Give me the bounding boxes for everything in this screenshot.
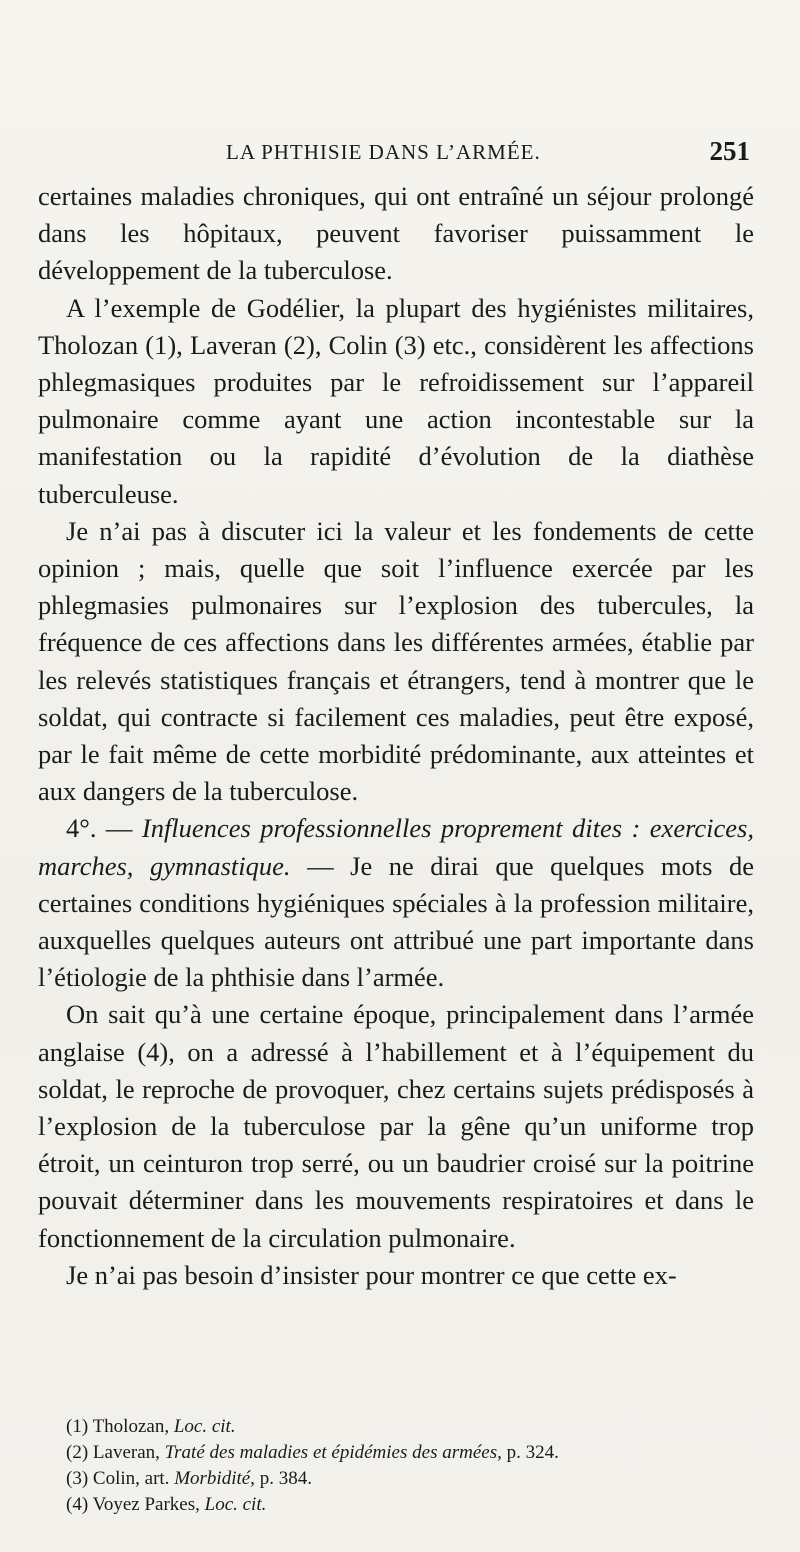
footnote-author: Laveran, xyxy=(92,1442,160,1463)
footnote-ref: Traté des maladies et épidémies des armées, xyxy=(164,1442,502,1463)
footnote-mark: (3) xyxy=(66,1468,89,1489)
footnote-4 xyxy=(66,1492,754,1518)
footnote-1 xyxy=(66,1414,754,1440)
footnote-author: Colin, art. xyxy=(92,1468,170,1489)
paragraph-uniform: On sait qu’à une certaine époque, principalement dans l’armée anglaise (4), on a adressé à l’habillement et à l’équipement du soldat, le reproche de provoquer, chez certains sujets prédisposés à l’explosion de la tuberculose par la gêne qu’un uniforme trop étroit, un ceinturon trop serré, ou un baudrier croisé sur la poitrine pouvait déterminer dans les mouvements respiratoires et dans le fonctionnement de la circulation pulmonaire. xyxy=(38,999,754,1253)
footnote-3 xyxy=(66,1466,754,1492)
paragraph-continuation: certaines maladies chroniques, qui ont entraîné un séjour prolongé dans les hôpitaux, peuvent favoriser puissamment le développement de la tuberculose. xyxy=(38,181,754,286)
footnote-author: Voyez Parkes, xyxy=(92,1494,200,1515)
footnote-ref: Morbidité, xyxy=(174,1468,255,1489)
footnote-mark: (4) xyxy=(66,1494,89,1515)
section-4-text: — Je ne dirai que quelques mots de certaines conditions hygiéniques spéciales à la profession militaire, auxquelles quelques auteurs ont attribué une part importante dans l’étiologie de la phthisie dans l’armée. xyxy=(38,850,754,993)
footnote-mark: (2) xyxy=(66,1442,89,1463)
running-title: LA PHTHISIE DANS L’ARMÉE. xyxy=(226,140,541,164)
footnotes xyxy=(38,1414,754,1518)
page-number: 251 xyxy=(709,136,750,166)
footnote-ref: Loc. cit. xyxy=(173,1416,236,1437)
footnote-page: p. 384. xyxy=(259,1468,312,1489)
paragraph-godelier: A l’exemple de Godélier, la plupart des hygiénistes militaires, Tholozan (1), Laveran (2), Colin (3) etc., considèrent les affections phlegmasiques produites par le refroidissement sur l’appareil pulmonaire comme ayant une action incontestable sur la manifestation ou la rapidité d’évolution de la diathèse tuberculeuse. xyxy=(38,292,754,509)
body-text xyxy=(38,178,754,1294)
footnote-mark: (1) xyxy=(66,1416,89,1437)
footnote-page: p. 324. xyxy=(506,1442,559,1463)
footnote-author: Tholozan, xyxy=(92,1416,170,1437)
footnote-2 xyxy=(66,1440,754,1466)
section-4-title: Influences professionnelles proprement dites : exercices, marches, gymnastique. xyxy=(38,813,754,881)
section-4-paragraph xyxy=(38,810,754,996)
section-4-number: 4°. — xyxy=(66,813,133,844)
paragraph-insister: Je n’ai pas besoin d’insister pour montrer ce que cette ex- xyxy=(66,1259,677,1290)
paragraph-opinion: Je n’ai pas à discuter ici la valeur et les fondements de cette opinion ; mais, quelle que soit l’influence exercée par les phlegmasies pulmonaires sur l’explosion des tubercules, la fréquence de ces affections dans les différentes armées, établie par les relevés statistiques français et étrangers, tend à montrer que le soldat, qui contracte si facilement ces maladies, peut être exposé, par le fait même de cette morbidité prédominante, aux atteintes et aux dangers de la tuberculose. xyxy=(38,515,754,807)
footnote-ref: Loc. cit. xyxy=(204,1494,267,1515)
page-header xyxy=(38,136,752,172)
